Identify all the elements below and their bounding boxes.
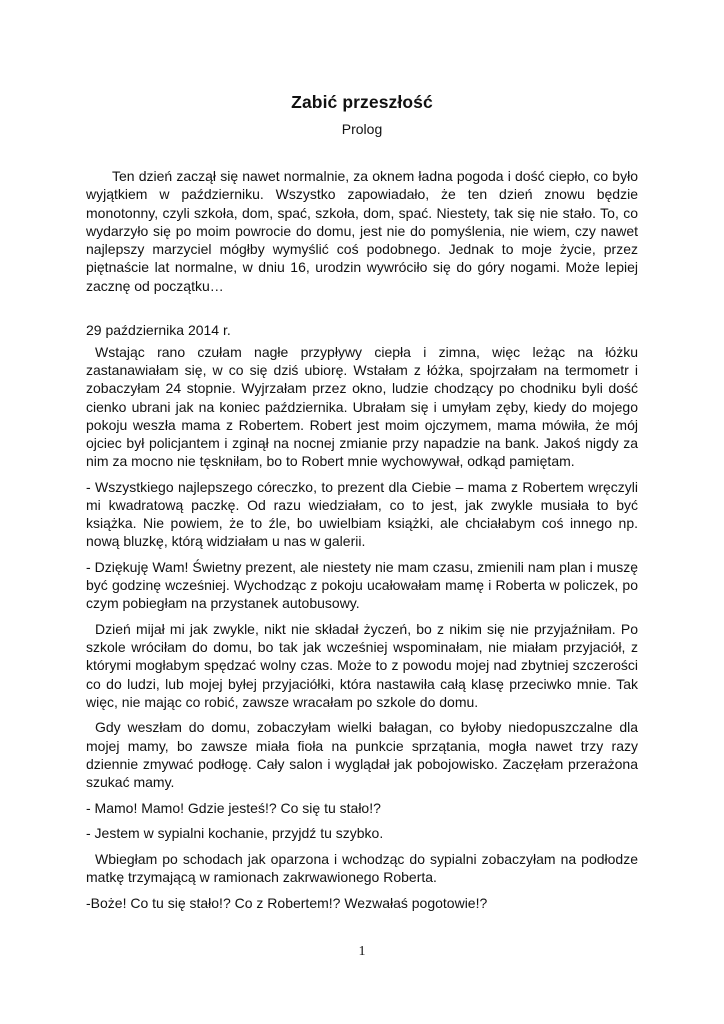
document-page xyxy=(86,0,638,1024)
document-title: Zabić przeszłość xyxy=(291,92,433,112)
body-paragraph: Wstając rano czułam nagłe przypływy ciepła i zimna, więc leżąc na łóżku zastanawiałam się, w co się dziś ubiorę. Wstałam z łóżka, spojrzałam na termometr i zobaczyłam 24 stopnie. Wyjrzałam przez okno, ludzie chodzący po chodniku byli dość cienko ubrani jak na koniec października. Ubrałam się i umyłam zęby, kiedy do mojego pokoju weszła mama z Robertem. Robert jest moim ojczymem, mama mówiła, że mój ojciec był policjantem i zginął na nocnej zmianie przy napadzie na bank. Jakoś nigdy za nim za mocno nie tęskniłam, bo to Robert mnie wychowywał, odkąd pamiętam. xyxy=(86,344,638,470)
date-heading: 29 października 2014 r. xyxy=(86,322,231,338)
intro-paragraph: Ten dzień zaczął się nawet normalnie, za oknem ładna pogoda i dość ciepło, co było wyjątkiem w październiku. Wszystko zapowiadało, że ten dzień znowu będzie monotonny, czyli szkoła, dom, spać, szkoła, dom, spać. Niestety, tak się nie stało. To, co wydarzyło się po moim powrocie do domu, jest nie do pomyślenia, nie wiem, czy nawet najlepszy marzyciel mógłby wymyślić coś podobnego. Jednak to moje życie, przez piętnaście lat normalne, w dniu 16, urodzin wywróciło się do góry nogami. Może lepiej zacznę od początku… xyxy=(86,168,638,294)
story-body xyxy=(86,343,638,919)
body-paragraph: Gdy weszłam do domu, zobaczyłam wielki bałagan, co byłoby niedopuszczalne dla mojej mamy, bo zawsze miała fioła na punkcie sprzątania, mogła nawet trzy razy dziennie zmywać podłogę. Cały salon i wyglądał jak pobojowisko. Zaczęłam przerażona szukać mamy. xyxy=(86,719,638,791)
body-paragraph: Dzień mijał mi jak zwykle, nikt nie składał życzeń, bo z nikim się nie przyjaźniłam. Po szkole wróciłam do domu, bo tak jak wcześniej wspominałam, nie miałam przyjaciół, z którymi mogłabym spędzać wolny czas. Może to z powodu mojej nad zbytniej szczerości co do ludzi, lub mojej byłej przyjaciółki, która nastawiła całą klasę przeciwko mnie. Tak więc, nie mając co robić, zawsze wracałam po szkole do domu. xyxy=(86,621,638,710)
dialogue-line: - Mamo! Mamo! Gdzie jesteś!? Co się tu stało!? xyxy=(86,799,381,816)
dialogue-line: -Boże! Co tu się stało!? Co z Robertem!? Wezwałaś pogotowie!? xyxy=(86,894,488,911)
body-paragraph: - Dziękuję Wam! Świetny prezent, ale niestety nie mam czasu, zmienili nam plan i muszę być godzinę wcześniej. Wychodząc z pokoju ucałowałam mamę i Roberta w policzek, po czym pobiegłam na przystanek autobusowy. xyxy=(86,559,638,612)
body-paragraph: - Wszystkiego najlepszego córeczko, to prezent dla Ciebie – mama z Robertem wręczyli mi kwadratową paczkę. Od razu wiedziałam, co to jest, jak zwykle musiała to być książka. Nie powiem, że to źle, bo uwielbiam książki, ale chciałabym coś innego np. nową bluzkę, którą widziałam u nas w galerii. xyxy=(86,478,638,550)
body-paragraph: Wbiegłam po schodach jak oparzona i wchodząc do sypialni zobaczyłam na podłodze matkę trzymającą w ramionach zakrwawionego Roberta. xyxy=(86,850,638,886)
document-subtitle: Prolog xyxy=(341,121,383,137)
dialogue-line: - Jestem w sypialni kochanie, przyjdź tu szybko. xyxy=(86,825,384,842)
page-number: 1 xyxy=(358,944,366,959)
